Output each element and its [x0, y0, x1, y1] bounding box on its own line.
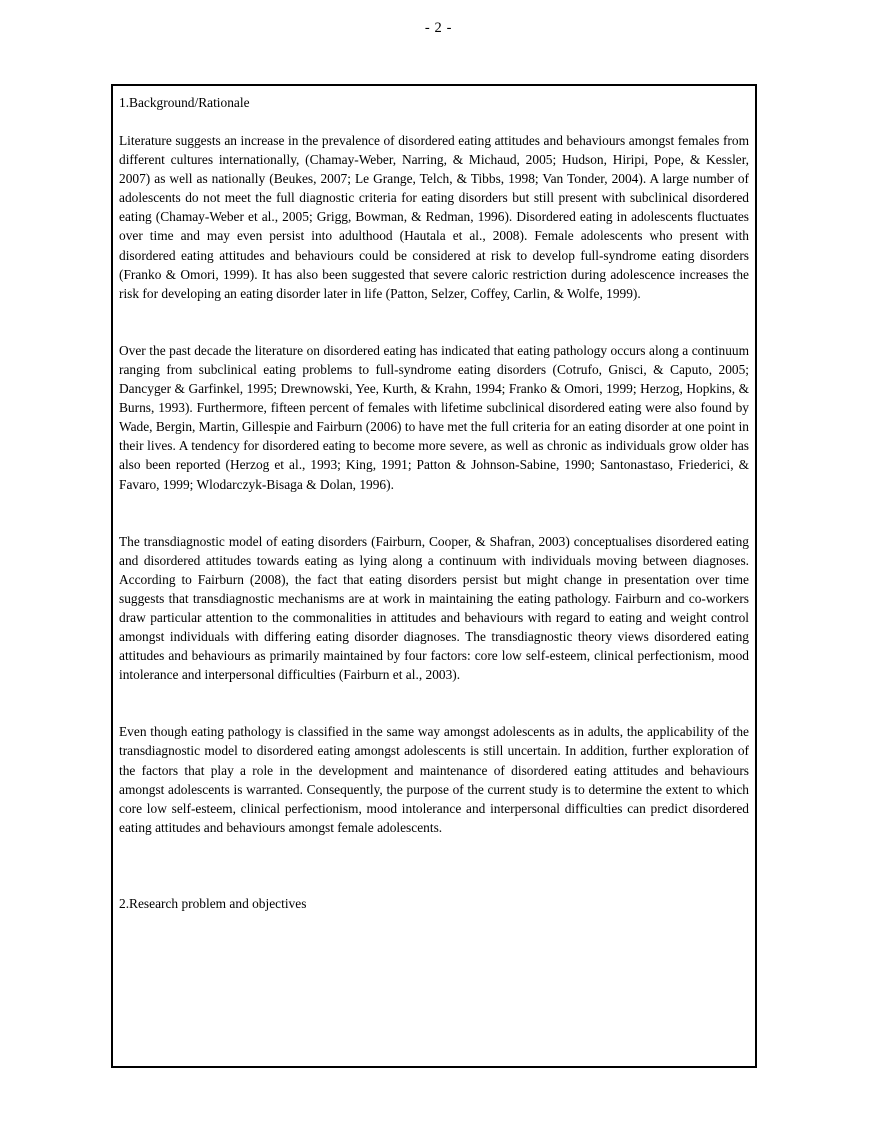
section-heading-research-problem: 2.Research problem and objectives: [119, 895, 307, 911]
section-heading-background-rationale: 1.Background/Rationale: [119, 95, 250, 110]
paragraph-study-purpose: Even though eating pathology is classified in the same way amongst adolescents as in adults, the applicability of the transdiagnostic model to disordered eating amongst adolescents is still uncertain. In addition, further exploration of the factors that play a role in the development and maintenance of disordered eating attitudes and behaviours amongst adolescents is warranted. Consequently, the purpose of the current study is to determine the extent to which core low self-esteem, clinical perfectionism, mood intolerance and interpersonal difficulties can predict disordered eating attitudes and behaviours amongst female adolescents.: [119, 724, 749, 835]
paragraph-transdiagnostic-model: The transdiagnostic model of eating disorders (Fairburn, Cooper, & Shafran, 2003) conceptualises disordered eating and disordered attitudes towards eating as lying along a continuum with individuals moving between diagnoses. According to Fairburn (2008), the fact that eating disorders persist but might change in presentation over time suggests that transdiagnostic mechanisms are at work in maintaining the eating pathology. Fairburn and co-workers draw particular attention to the commonalities in attitudes and behaviours with regard to eating and weight control amongst individuals with differing eating disorder diagnoses. The transdiagnostic theory views disordered eating attitudes and behaviours as primarily maintained by four factors: core low self-esteem, clinical perfectionism, mood intolerance and interpersonal difficulties (Fairburn et al., 2003).: [119, 533, 749, 683]
content-frame: [111, 84, 757, 1068]
page-number-header: - 2 -: [424, 20, 453, 36]
paragraph-literature-prevalence: Literature suggests an increase in the prevalence of disordered eating attitudes and behaviours amongst females from different cultures internationally, (Chamay-Weber, Narring, & Michaud, 2005; Hudson, Hiripi, Pope, & Kessler, 2007) as well as nationally (Beukes, 2007; Le Grange, Telch, & Tibbs, 1998; Van Tonder, 2004). A large number of adolescents do not meet the full diagnostic criteria for eating disorders but still present with subclinical disordered eating (Chamay-Weber et al., 2005; Grigg, Bowman, & Redman, 1996). Disordered eating in adolescents fluctuates over time and may even persist into adulthood (Hautala et al., 2008). Female adolescents who present with disordered eating attitudes and behaviours could be considered at risk to develop full-syndrome eating disorders (Franko & Omori, 1999). It has also been suggested that severe caloric restriction during adolescence increases the risk for developing an eating disorder later in life (Patton, Selzer, Coffey, Carlin, & Wolfe, 1999).: [119, 133, 749, 301]
paragraph-continuum-literature: Over the past decade the literature on disordered eating has indicated that eating pathology occurs along a continuum ranging from subclinical eating problems to full-syndrome eating disorders (Cotrufo, Gnisci, & Caputo, 2005; Dancyger & Garfinkel, 1995; Drewnowski, Yee, Kurth, & Krahn, 1994; Franko & Omori, 1999; Herzog, Hopkins, & Burns, 1993). Furthermore, fifteen percent of females with lifetime subclinical disordered eating were also found by Wade, Bergin, Martin, Gillespie and Fairburn (2006) to have met the full criteria for an eating disorder at one point in their lives. A tendency for disordered eating to become more severe, as well as chronic as individuals grow older has also been reported (Herzog et al., 1993; King, 1991; Patton & Johnson-Sabine, 1990; Santonastaso, Friederici, & Favaro, 1999; Wlodarczyk-Bisaga & Dolan, 1996).: [119, 342, 749, 492]
